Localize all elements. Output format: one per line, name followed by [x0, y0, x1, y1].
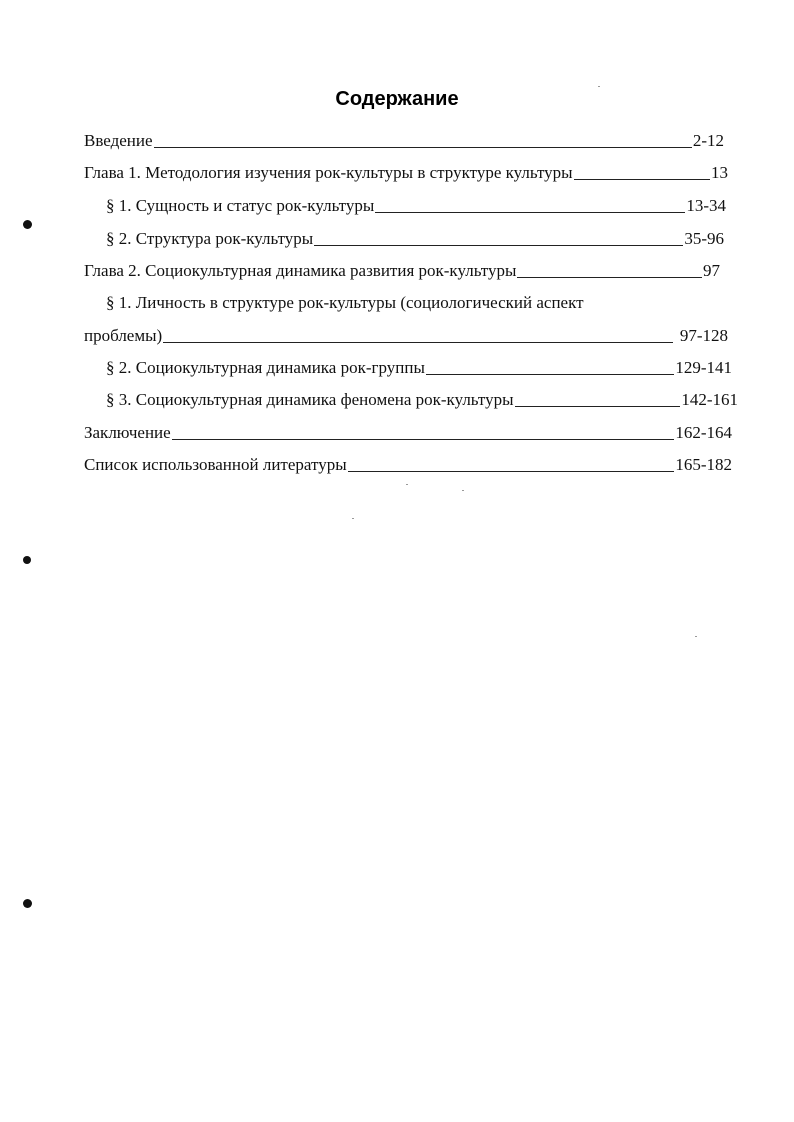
- scan-speck: [695, 636, 697, 637]
- toc-entry-chapter-2-section-2: [106, 356, 732, 380]
- punch-hole-mark: [23, 556, 31, 564]
- toc-entry-chapter-2-section-3: [106, 388, 738, 412]
- toc-entry-pages: 2-12: [692, 131, 724, 150]
- scan-speck: [352, 518, 354, 519]
- toc-entry-label: § 3. Социокультурная динамика феномена рок-культуры: [106, 390, 514, 409]
- punch-hole-mark: [23, 899, 32, 908]
- toc-entry-pages: 97: [703, 261, 720, 280]
- toc-leader-line: [348, 471, 675, 472]
- toc-entry-pages: 162-164: [675, 423, 732, 442]
- punch-hole-mark: [23, 220, 32, 229]
- toc-entry-conclusion: [84, 421, 732, 445]
- toc-entry-pages: 142-161: [681, 390, 738, 409]
- toc-leader-line: [314, 245, 683, 246]
- toc-entry-chapter-2-section-1-line-2: [84, 324, 728, 348]
- toc-entry-pages: 35-96: [684, 229, 724, 248]
- toc-entry-label: § 1. Сущность и статус рок-культуры: [106, 196, 375, 215]
- toc-entry-pages: 13: [711, 163, 728, 182]
- toc-entry-label: Глава 2. Социокультурная динамика развития рок-культуры: [84, 261, 517, 280]
- toc-entry-intro: [84, 129, 724, 153]
- toc-entry-label: Введение: [84, 131, 153, 150]
- toc-entry-pages: 13-34: [686, 196, 726, 215]
- toc-entry-label: проблемы): [84, 326, 163, 345]
- toc-entry-chapter-1: [84, 161, 728, 185]
- toc-entry-chapter-2-section-1-line-1: § 1. Личность в структуре рок-культуры (социологический аспект: [106, 293, 584, 312]
- toc-entry-label: § 2. Социокультурная динамика рок-группы: [106, 358, 425, 377]
- toc-entry-chapter-1-section-1: [106, 194, 726, 218]
- toc-entry-pages: 129-141: [675, 358, 732, 377]
- toc-leader-line: [163, 342, 673, 343]
- page-title: Содержание: [335, 88, 459, 110]
- toc-entry-label: Список использованной литературы: [84, 455, 347, 474]
- toc-entry-bibliography: [84, 453, 732, 477]
- toc-entry-label: § 2. Структура рок-культуры: [106, 229, 314, 248]
- toc-leader-line: [517, 277, 702, 278]
- toc-entry-label: Глава 1. Методология изучения рок-культуры в структуре культуры: [84, 163, 573, 182]
- toc-leader-line: [375, 212, 685, 213]
- toc-entry-pages: 97-128: [679, 326, 728, 345]
- scan-speck: [598, 86, 600, 87]
- scan-speck: [406, 484, 408, 485]
- toc-leader-line: [154, 147, 692, 148]
- toc-entry-chapter-1-section-2: [106, 227, 724, 251]
- toc-entry-label: Заключение: [84, 423, 171, 442]
- toc-leader-line: [574, 179, 710, 180]
- scan-speck: [462, 490, 464, 491]
- toc-entry-pages: 165-182: [675, 455, 732, 474]
- toc-entry-chapter-2: [84, 259, 720, 283]
- toc-leader-line: [426, 374, 674, 375]
- toc-leader-line: [172, 439, 675, 440]
- toc-leader-line: [515, 406, 681, 407]
